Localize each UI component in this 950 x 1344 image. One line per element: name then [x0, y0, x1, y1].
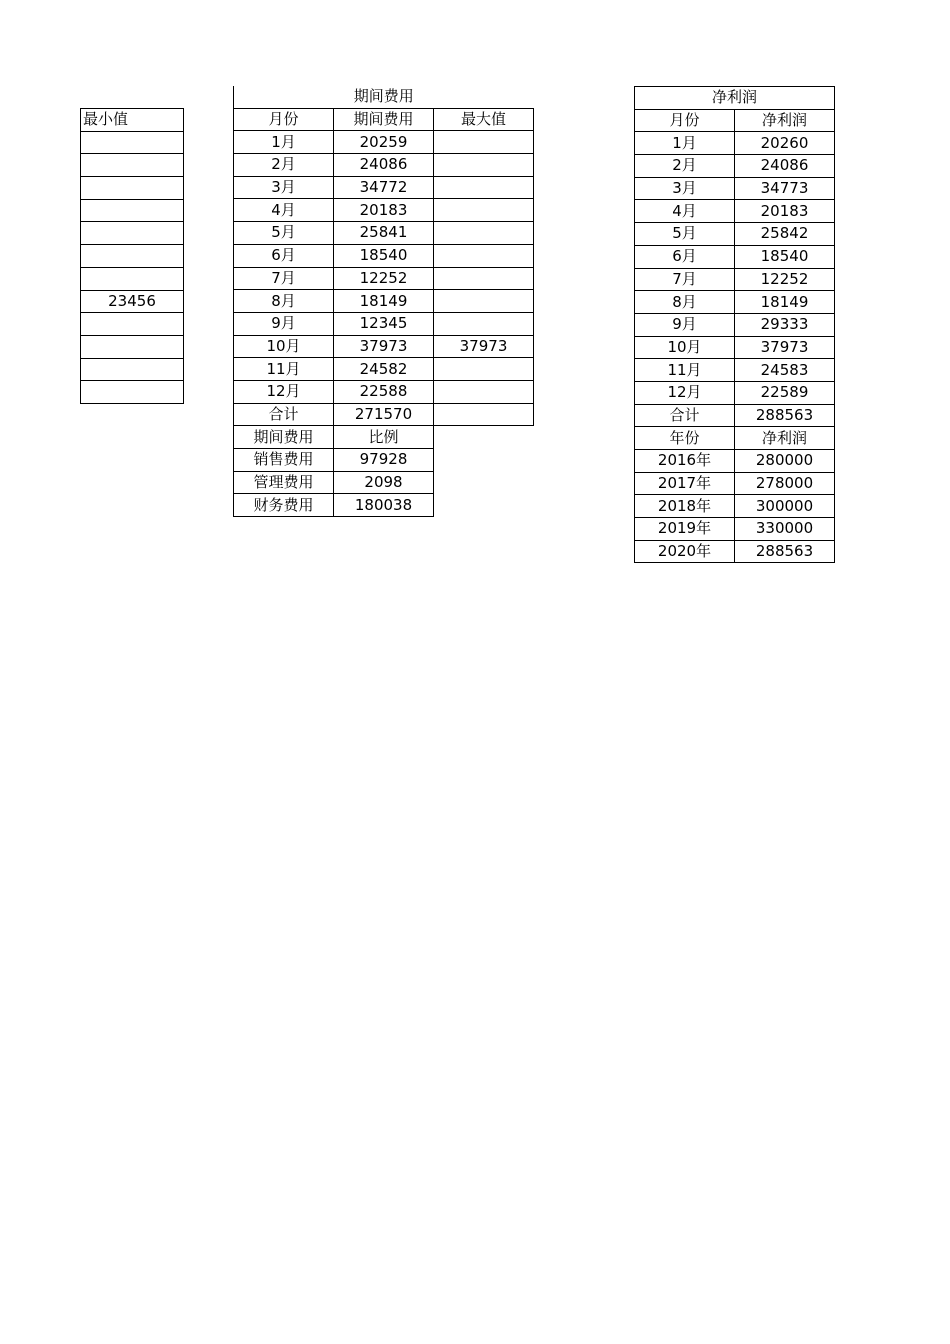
month-cell[interactable]: 8月 [234, 290, 334, 313]
table-header-row [81, 109, 184, 132]
column-header[interactable]: 比例 [334, 426, 434, 449]
column-header[interactable]: 期间费用 [334, 108, 434, 131]
table-title-row [635, 87, 835, 110]
breakdown-header-row [234, 426, 534, 449]
column-header[interactable]: 月份 [234, 108, 334, 131]
expense-cell[interactable]: 22588 [334, 380, 434, 403]
max-value-cell[interactable] [434, 222, 534, 245]
net-profit-table-body [635, 87, 835, 563]
month-cell[interactable]: 3月 [635, 177, 735, 200]
table-row [635, 291, 835, 314]
month-cell[interactable]: 10月 [234, 335, 334, 358]
min-value-cell[interactable] [81, 381, 184, 404]
month-cell[interactable]: 4月 [635, 200, 735, 223]
table-row [234, 222, 534, 245]
table-row [635, 223, 835, 246]
net-profit-cell[interactable]: 22589 [735, 381, 835, 404]
year-cell[interactable]: 2019年 [635, 518, 735, 541]
table-row [234, 176, 534, 199]
month-cell[interactable]: 2月 [234, 154, 334, 177]
table-row [234, 131, 534, 154]
min-value-table-body [81, 109, 184, 404]
month-cell[interactable]: 2月 [635, 155, 735, 178]
table-row [635, 381, 835, 404]
net-profit-table [634, 86, 835, 563]
table-row [635, 155, 835, 178]
table-row [81, 267, 184, 290]
net-profit-cell[interactable]: 29333 [735, 313, 835, 336]
breakdown-row [234, 449, 534, 472]
net-profit-cell[interactable]: 25842 [735, 223, 835, 246]
net-profit-cell[interactable]: 20260 [735, 132, 835, 155]
year-cell[interactable]: 2018年 [635, 495, 735, 518]
min-value-cell[interactable] [81, 358, 184, 381]
table-row [234, 380, 534, 403]
expense-ratio-cell[interactable]: 97928 [334, 449, 434, 472]
table-row [81, 177, 184, 200]
expense-cell[interactable]: 12252 [334, 267, 434, 290]
max-value-cell[interactable] [434, 267, 534, 290]
period-expense-title[interactable]: 期间费用 [234, 86, 534, 108]
month-cell[interactable]: 4月 [234, 199, 334, 222]
min-value-cell[interactable] [81, 131, 184, 154]
table-row [81, 131, 184, 154]
net-profit-cell[interactable]: 12252 [735, 268, 835, 291]
max-value-cell[interactable] [434, 199, 534, 222]
month-cell[interactable]: 6月 [635, 245, 735, 268]
max-value-cell[interactable] [434, 358, 534, 381]
month-cell[interactable]: 1月 [234, 131, 334, 154]
year-profit-cell[interactable]: 280000 [735, 450, 835, 473]
table-row [81, 245, 184, 268]
max-value-cell[interactable] [434, 176, 534, 199]
period-expense-table [233, 86, 534, 517]
total-row [635, 404, 835, 427]
max-value-cell[interactable]: 37973 [434, 335, 534, 358]
month-cell[interactable]: 11月 [234, 358, 334, 381]
period-expense-table-body [234, 86, 534, 517]
net-profit-cell[interactable]: 24086 [735, 155, 835, 178]
table-row [635, 268, 835, 291]
expense-cell[interactable]: 37973 [334, 335, 434, 358]
table-row [234, 154, 534, 177]
table-row [234, 358, 534, 381]
year-profit-cell[interactable]: 330000 [735, 518, 835, 541]
net-profit-title[interactable]: 净利润 [635, 87, 835, 110]
net-profit-cell[interactable]: 18149 [735, 291, 835, 314]
expense-cell[interactable]: 24582 [334, 358, 434, 381]
table-row [635, 245, 835, 268]
net-profit-cell[interactable]: 18540 [735, 245, 835, 268]
column-header[interactable]: 月份 [635, 109, 735, 132]
table-row [81, 290, 184, 313]
min-value-cell[interactable]: 23456 [81, 290, 184, 313]
year-row [635, 540, 835, 563]
expense-cell[interactable]: 25841 [334, 222, 434, 245]
year-row [635, 450, 835, 473]
max-value-cell[interactable] [434, 154, 534, 177]
table-row [635, 200, 835, 223]
min-value-table [80, 108, 184, 404]
year-cell[interactable]: 2016年 [635, 450, 735, 473]
net-profit-cell[interactable]: 20183 [735, 200, 835, 223]
table-row [234, 267, 534, 290]
expense-type-cell[interactable]: 管理费用 [234, 471, 334, 494]
expense-ratio-cell[interactable]: 2098 [334, 471, 434, 494]
table-row [234, 335, 534, 358]
year-row [635, 472, 835, 495]
expense-cell[interactable]: 18149 [334, 290, 434, 313]
min-value-header[interactable]: 最小值 [81, 109, 184, 132]
column-header[interactable]: 年份 [635, 427, 735, 450]
month-cell[interactable]: 12月 [635, 381, 735, 404]
table-row [81, 358, 184, 381]
total-max-cell[interactable] [434, 403, 534, 426]
expense-type-cell[interactable]: 销售费用 [234, 449, 334, 472]
month-cell[interactable]: 3月 [234, 176, 334, 199]
month-cell[interactable]: 7月 [635, 268, 735, 291]
expense-cell[interactable]: 20259 [334, 131, 434, 154]
expense-type-cell[interactable]: 财务费用 [234, 494, 334, 517]
net-profit-cell[interactable]: 37973 [735, 336, 835, 359]
month-cell[interactable]: 1月 [635, 132, 735, 155]
expense-cell[interactable]: 12345 [334, 312, 434, 335]
expense-cell[interactable]: 34772 [334, 176, 434, 199]
table-row [635, 177, 835, 200]
year-profit-cell[interactable]: 300000 [735, 495, 835, 518]
min-value-cell[interactable] [81, 313, 184, 336]
table-row [234, 199, 534, 222]
min-value-cell[interactable] [81, 222, 184, 245]
year-row [635, 495, 835, 518]
net-profit-cell[interactable]: 24583 [735, 359, 835, 382]
max-value-cell[interactable] [434, 244, 534, 267]
month-cell[interactable]: 9月 [635, 313, 735, 336]
table-row [635, 336, 835, 359]
table-row [234, 290, 534, 313]
month-cell[interactable]: 11月 [635, 359, 735, 382]
month-cell[interactable]: 8月 [635, 291, 735, 314]
min-value-cell[interactable] [81, 245, 184, 268]
table-row [81, 199, 184, 222]
total-label-cell[interactable]: 合计 [635, 404, 735, 427]
table-row [635, 313, 835, 336]
month-cell[interactable]: 5月 [635, 223, 735, 246]
table-row [81, 222, 184, 245]
expense-cell[interactable]: 18540 [334, 244, 434, 267]
table-header-row [635, 109, 835, 132]
total-label-cell[interactable]: 合计 [234, 403, 334, 426]
month-cell[interactable]: 7月 [234, 267, 334, 290]
table-row [234, 312, 534, 335]
min-value-cell[interactable] [81, 267, 184, 290]
total-expense-cell[interactable]: 271570 [334, 403, 434, 426]
column-header[interactable]: 最大值 [434, 108, 534, 131]
year-cell[interactable]: 2020年 [635, 540, 735, 563]
min-value-cell[interactable] [81, 154, 184, 177]
column-header[interactable]: 期间费用 [234, 426, 334, 449]
table-row [234, 244, 534, 267]
month-cell[interactable]: 6月 [234, 244, 334, 267]
table-header-row [234, 108, 534, 131]
max-value-cell[interactable] [434, 312, 534, 335]
total-row [234, 403, 534, 426]
year-header-row [635, 427, 835, 450]
table-row [635, 132, 835, 155]
year-cell[interactable]: 2017年 [635, 472, 735, 495]
expense-ratio-cell[interactable]: 180038 [334, 494, 434, 517]
table-row [635, 359, 835, 382]
table-title-row [234, 86, 534, 108]
month-cell[interactable]: 9月 [234, 312, 334, 335]
min-value-cell[interactable] [81, 199, 184, 222]
net-profit-cell[interactable]: 34773 [735, 177, 835, 200]
table-row [81, 335, 184, 358]
min-value-cell[interactable] [81, 177, 184, 200]
column-header[interactable]: 净利润 [735, 427, 835, 450]
max-value-cell[interactable] [434, 131, 534, 154]
table-row [81, 154, 184, 177]
total-profit-cell[interactable]: 288563 [735, 404, 835, 427]
breakdown-row [234, 471, 534, 494]
expense-cell[interactable]: 20183 [334, 199, 434, 222]
max-value-cell[interactable] [434, 290, 534, 313]
table-row [81, 313, 184, 336]
year-profit-cell[interactable]: 278000 [735, 472, 835, 495]
month-cell[interactable]: 12月 [234, 380, 334, 403]
breakdown-row [234, 494, 534, 517]
month-cell[interactable]: 10月 [635, 336, 735, 359]
year-row [635, 518, 835, 541]
column-header[interactable]: 净利润 [735, 109, 835, 132]
table-row [81, 381, 184, 404]
max-value-cell[interactable] [434, 380, 534, 403]
month-cell[interactable]: 5月 [234, 222, 334, 245]
min-value-cell[interactable] [81, 335, 184, 358]
expense-cell[interactable]: 24086 [334, 154, 434, 177]
year-profit-cell[interactable]: 288563 [735, 540, 835, 563]
